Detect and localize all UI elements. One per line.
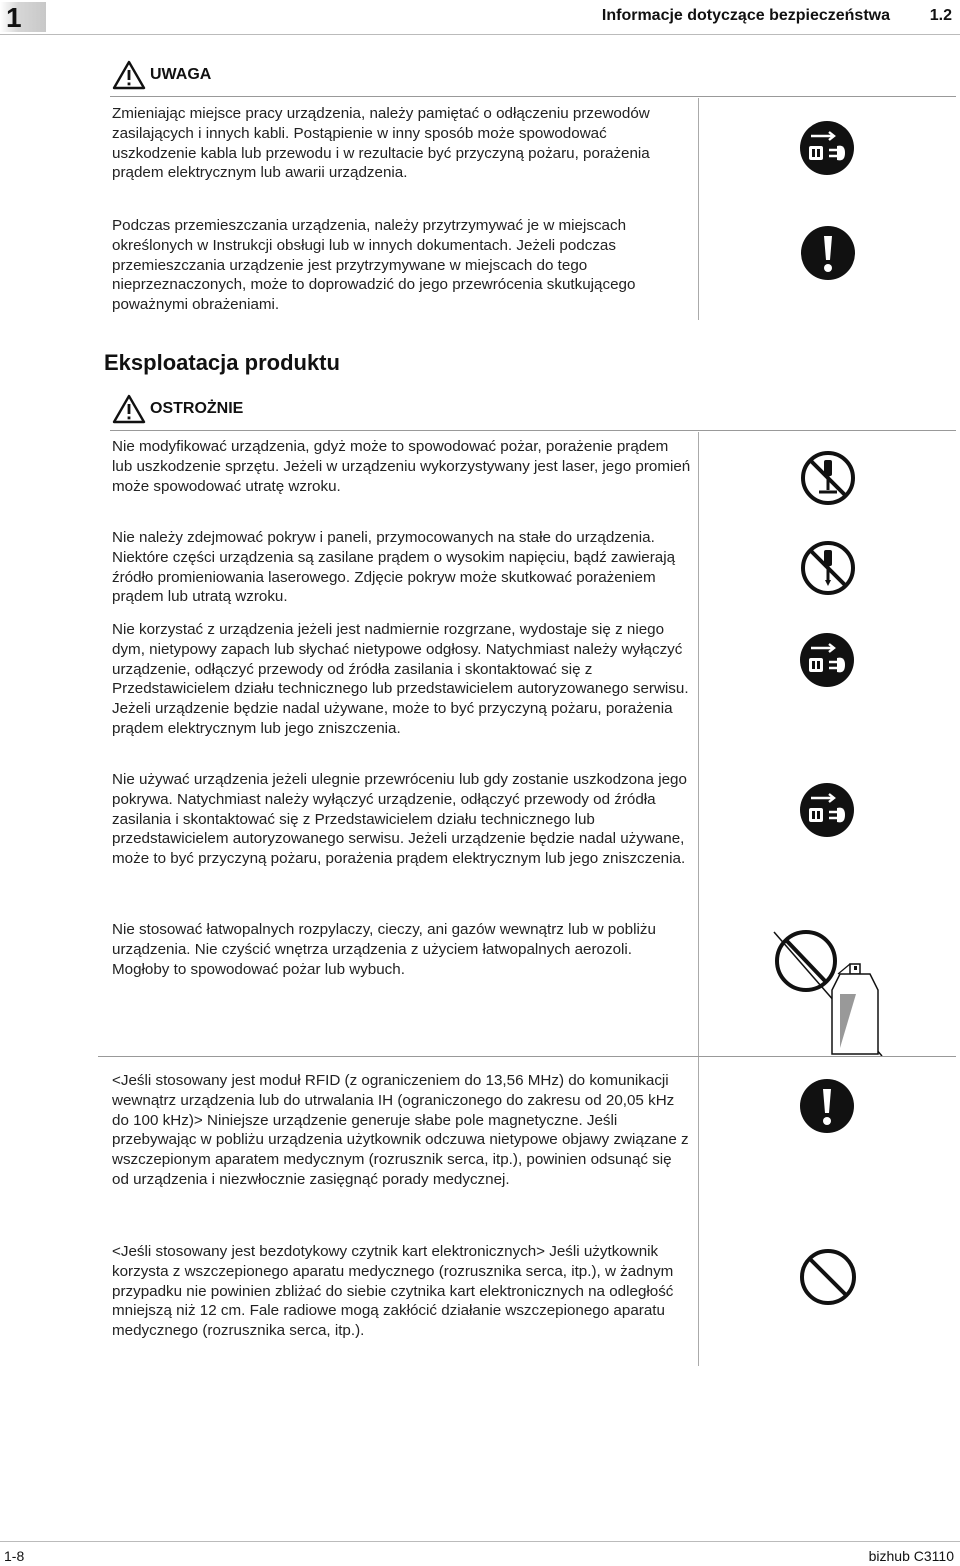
unplug-icon (799, 120, 855, 176)
caution-divider (110, 430, 956, 431)
mandatory-action-icon (799, 1078, 855, 1134)
caution-paragraph: Nie używać urządzenia jeżeli ulegnie przewróceniu lub gdy zostanie uszkodzona jego pokrywa. Natychmiast należy wyłączyć urządzenie, odłączyć przewody od źródła zasilania i skontaktować się z Przedstawicielem działu technicznego lub przedstawicielem autoryzowanego serwisu. Jeżeli urządzenie będzie nadal używane, może to być przyczyną pożaru, porażenia prądem elektrycznym lub jego zniszczenia. (112, 771, 687, 868)
header-divider (0, 34, 960, 35)
no-flammable-spray-icon (770, 928, 886, 1058)
unplug-icon (799, 632, 855, 688)
caution-triangle-icon (112, 394, 146, 424)
warning-divider (110, 96, 956, 97)
page-number: 1-8 (4, 1548, 25, 1564)
header-section-number: 1.2 (929, 7, 952, 24)
icon-column-divider (698, 1058, 699, 1366)
caution-paragraph: Nie modyfikować urządzenia, gdyż może to spowodować pożar, porażenie prądem lub uszkodzenie sprzętu. Jeżeli w urządzeniu wykorzystywany jest laser, jego promień może spowodować utratę wzroku. (112, 438, 691, 495)
header-title: Informacje dotyczące bezpieczeństwa (601, 7, 890, 24)
chapter-tab (0, 2, 46, 32)
icon-column-divider (698, 98, 699, 320)
chapter-number: 1 (6, 2, 22, 33)
unplug-icon (799, 782, 855, 838)
mandatory-action-icon (800, 225, 856, 281)
warning-triangle-icon (112, 60, 146, 90)
caution-paragraph: Nie stosować łatwopalnych rozpylaczy, cieczy, ani gazów wewnątrz lub w pobliżu urządzenia. Nie czyścić wnętrza urządzenia z użyciem łatwopalnych aerozoli. Mogłoby to spowodować pożar lub wybuch. (112, 921, 656, 978)
warning-paragraph: Zmieniając miejsce pracy urządzenia, należy pamiętać o odłączeniu przewodów zasilających i innych kabli. Postąpienie w inny sposób może spowodować uszkodzenie kabla lub przewodu i w rezultacie być przyczyną pożaru, porażenia prądem elektrycznym lub awarii urządzenia. (112, 105, 650, 182)
caution-paragraph: Nie korzystać z urządzenia jeżeli jest nadmiernie rozgrzane, wydostaje się z niego dym, nietypowy zapach lub słychać nietypowe odgłosy. Natychmiast należy wyłączyć urządzenie, odłączyć przewody od źródła zasilania i skontaktować się z Przedstawicielem działu technicznego lub przedstawicielem autoryzowanego serwisu. Jeżeli urządzenie będzie nadal używane, może to być przyczyną pożaru, porażenia prądem elektrycznym lub jego zniszczenia. (112, 621, 689, 737)
rfid-paragraph: <Jeśli stosowany jest moduł RFID (z ograniczeniem do 13,56 MHz) do komunikacji wewnątrz urządzenia lub do utrwalania IH (ograniczonego do zakresu od 20,05 kHz do 100 kHz)> Niniejsze urządzenie generuje słabe pole magnetyczne. Jeśli przebywając w pobliżu urządzenia użytkownik odczuwa nietypowe objawy związane z wszczepionym aparatem medycznym (rozrusznik serca, itp.), powinien odsunąć się od urządzenia i niezwłocznie zasięgnąć porady medycznej. (112, 1072, 689, 1188)
footer-divider (0, 1541, 960, 1542)
caution-paragraph: Nie należy zdejmować pokryw i paneli, przymocowanych na stałe do urządzenia. Niektóre części urządzenia są zasilane prądem o wysokim napięciu, bądź zawierają źródło promieniowania laserowego. Zdjęcie pokryw może skutkować porażeniem prądem lub utratą wzroku. (112, 529, 676, 606)
rfid-paragraph: <Jeśli stosowany jest bezdotykowy czytnik kart elektronicznych> Jeśli użytkownik korzysta z wszczepionego aparatu medycznego (rozrusznika serca, itp.), w żadnym przypadku nie powinien zbliżać do siebie czytnika kart elektronicznych na odległość mniejszą niż 12 cm. Fale radiowe mogą zakłócić działanie wszczepionego aparatu medycznego (rozrusznika serca, itp.). (112, 1243, 674, 1340)
prohibited-icon (799, 1248, 857, 1306)
warning-paragraph: Podczas przemieszczania urządzenia, należy przytrzymywać je w miejscach określonych w Instrukcji obsługi lub w innych dokumentach. Jeżeli podczas przemieszczania urządzenie jest przytrzymywane w miejscach do tego nieprzeznaczonych, może to doprowadzić do jego przewrócenia skutkującego poważnymi obrażeniami. (112, 217, 636, 314)
caution-label (112, 394, 243, 424)
caution-label-text: OSTROŻNIE (150, 400, 244, 417)
no-disassembly-icon (800, 540, 856, 596)
rfid-divider (98, 1056, 956, 1057)
warning-label (112, 60, 211, 90)
section-heading: Eksploatacja produktu (104, 350, 340, 375)
product-name: bizhub C3110 (868, 1548, 954, 1564)
icon-column-divider (698, 432, 699, 1058)
warning-label-text: UWAGA (150, 66, 212, 83)
no-disassembly-icon (800, 450, 856, 506)
